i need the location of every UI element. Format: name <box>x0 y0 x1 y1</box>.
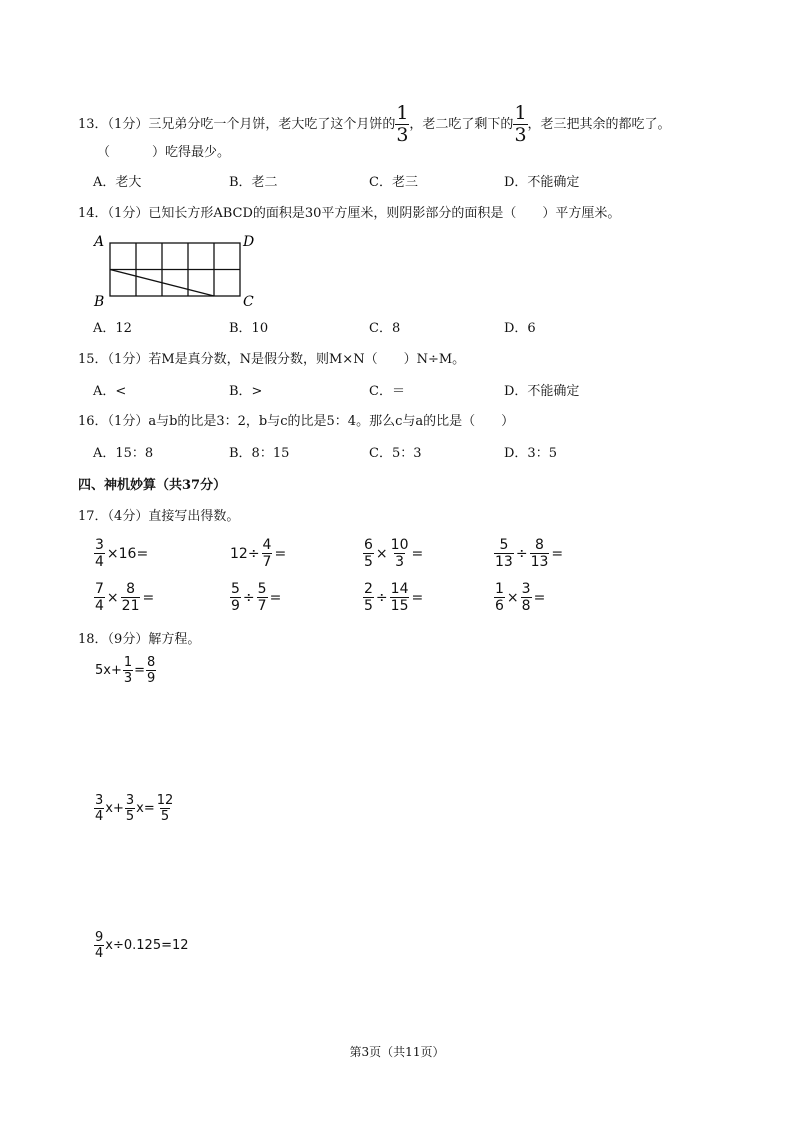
math-text: = <box>551 545 564 562</box>
math-text: × <box>106 589 119 606</box>
q14-stem: 14．（1分）已知长方形ABCD的面积是30平方厘米，则阴影部分的面积是（ ）平方厘米。 <box>78 206 621 221</box>
fraction <box>521 582 532 613</box>
q13-stem-line2 <box>97 143 230 163</box>
q14-option-a[interactable]: A．12 <box>93 321 132 336</box>
fraction <box>156 794 175 823</box>
math-text: = <box>411 589 424 606</box>
fraction <box>94 538 105 569</box>
math-text: ÷ <box>375 589 388 606</box>
fraction <box>390 582 410 613</box>
frac-num: 3 <box>95 793 104 808</box>
fraction <box>146 656 156 685</box>
frac-num: 3 <box>125 793 135 808</box>
frac-den: 4 <box>95 598 104 614</box>
math-text: x÷0.125=12 <box>105 938 189 953</box>
calc-item <box>363 582 423 613</box>
math-text: x= <box>136 801 155 816</box>
frac-den: 5 <box>160 809 170 824</box>
frac-num: 10 <box>390 537 409 553</box>
frac-num: 5 <box>257 581 267 597</box>
calc-item <box>94 538 148 569</box>
calc-item <box>363 538 423 569</box>
q17-stem: 17．（4分）直接写出得数。 <box>78 509 240 524</box>
frac-num: 2 <box>364 581 373 597</box>
q16-option-d[interactable]: D．3：5 <box>504 446 557 461</box>
q14-option-b[interactable]: B．10 <box>229 321 269 336</box>
frac-den: 3 <box>514 124 527 146</box>
frac-den: 6 <box>495 598 504 614</box>
math-text: = <box>274 545 287 562</box>
frac-num: 3 <box>521 581 531 597</box>
frac-num: 4 <box>262 537 272 553</box>
math-text: ×16= <box>106 545 149 562</box>
math-text: = <box>134 663 146 678</box>
q15-option-a[interactable]: A．< <box>93 384 127 399</box>
q13-stem-part-b: ，老二吃了剩下的 <box>409 117 514 132</box>
label-b: B <box>94 294 105 310</box>
frac-num: 8 <box>147 655 156 670</box>
frac-num: 8 <box>535 537 544 553</box>
frac-num: 1 <box>123 655 133 670</box>
label-d: D <box>243 234 255 250</box>
q13-option-b[interactable]: B．老二 <box>229 175 278 190</box>
math-text: × <box>375 545 388 562</box>
q15-option-d[interactable]: D．不能确定 <box>504 384 580 399</box>
calc-item <box>230 538 286 569</box>
q13-frac-1 <box>395 104 409 145</box>
section-title: 四、神机妙算（共37分） <box>78 478 227 493</box>
equation-1 <box>95 656 156 685</box>
fraction <box>125 794 135 823</box>
q16-option-a[interactable]: A．15：8 <box>93 446 154 461</box>
q13-option-a[interactable]: A．老大 <box>93 175 142 190</box>
equation-2 <box>94 794 174 823</box>
frac-den: 9 <box>231 598 240 614</box>
calc-item <box>230 582 281 613</box>
frac-num: 1 <box>396 102 409 124</box>
q13-frac-2 <box>513 104 527 145</box>
calc-item <box>94 582 154 613</box>
frac-den: 3 <box>123 671 133 686</box>
fraction <box>257 582 268 613</box>
fraction <box>494 538 514 569</box>
fraction <box>494 582 505 613</box>
frac-den: 8 <box>521 598 531 614</box>
frac-den: 7 <box>257 598 267 614</box>
fraction <box>94 582 105 613</box>
math-text: = <box>142 589 155 606</box>
calc-item <box>494 538 563 569</box>
rectangle-abcd-figure <box>92 232 262 310</box>
math-text: = <box>269 589 282 606</box>
math-text: 5x+ <box>95 663 122 678</box>
frac-num: 3 <box>95 537 104 553</box>
q13-open-paren: （ <box>97 145 111 160</box>
math-text: 12÷ <box>230 545 260 562</box>
frac-den: 21 <box>121 598 140 614</box>
math-text: = <box>411 545 424 562</box>
q13-stem-part-c: ，老三把其余的都吃了。 <box>527 117 671 132</box>
frac-den: 15 <box>390 598 409 614</box>
fraction <box>390 538 410 569</box>
math-text: ÷ <box>515 545 528 562</box>
q13-stem-part-a: 13．（1分）三兄弟分吃一个月饼，老大吃了这个月饼的 <box>78 117 396 132</box>
q18-stem: 18．（9分）解方程。 <box>78 632 201 647</box>
fraction <box>530 538 550 569</box>
frac-num: 5 <box>231 581 240 597</box>
fraction <box>121 582 141 613</box>
page-footer: 第3页（共11页） <box>349 1045 445 1059</box>
fraction <box>363 582 374 613</box>
label-c: C <box>243 294 254 310</box>
q16-stem: 16．（1分）a与b的比是3：2，b与c的比是5：4。那么c与a的比是（ ） <box>78 414 515 429</box>
q16-option-b[interactable]: B．8：15 <box>229 446 290 461</box>
fraction <box>363 538 374 569</box>
frac-num: 9 <box>95 930 104 945</box>
frac-num: 1 <box>514 102 527 124</box>
q15-stem: 15．（1分）若M是真分数，N是假分数，则M×N（ ）N÷M。 <box>78 352 466 367</box>
frac-num: 6 <box>364 537 373 553</box>
frac-den: 13 <box>530 554 549 570</box>
frac-num: 8 <box>126 581 136 597</box>
calc-item <box>494 582 545 613</box>
q14-option-d[interactable]: D．6 <box>504 321 536 336</box>
fraction <box>123 656 133 685</box>
frac-num: 12 <box>156 793 174 808</box>
frac-den: 13 <box>495 554 513 570</box>
math-text: x+ <box>105 801 124 816</box>
frac-den: 4 <box>95 809 104 824</box>
math-text: = <box>533 589 546 606</box>
equation-3 <box>94 931 189 960</box>
q15-option-b[interactable]: B．> <box>229 384 263 399</box>
fraction <box>94 931 104 960</box>
q13-stem <box>78 104 671 145</box>
frac-den: 9 <box>147 671 156 686</box>
frac-den: 3 <box>396 124 409 146</box>
frac-num: 7 <box>95 581 104 597</box>
math-text: × <box>506 589 519 606</box>
q15-option-c[interactable]: C．＝ <box>369 384 405 399</box>
frac-num: 1 <box>495 581 504 597</box>
q16-option-c[interactable]: C．5：3 <box>369 446 422 461</box>
fraction <box>262 538 273 569</box>
frac-den: 5 <box>364 554 373 570</box>
frac-num: 5 <box>499 537 509 553</box>
q13-option-c[interactable]: C．老三 <box>369 175 418 190</box>
frac-den: 4 <box>95 946 104 961</box>
frac-den: 3 <box>395 554 405 570</box>
frac-den: 7 <box>262 554 272 570</box>
frac-den: 5 <box>125 809 135 824</box>
fraction <box>230 582 241 613</box>
fraction <box>94 794 104 823</box>
label-a: A <box>94 234 105 250</box>
q13-option-d[interactable]: D．不能确定 <box>504 175 580 190</box>
q14-option-c[interactable]: C．8 <box>369 321 401 336</box>
q13-close-text: ）吃得最少。 <box>152 145 231 160</box>
math-text: ÷ <box>242 589 255 606</box>
frac-num: 14 <box>390 581 409 597</box>
frac-den: 5 <box>364 598 373 614</box>
frac-den: 4 <box>95 554 104 570</box>
